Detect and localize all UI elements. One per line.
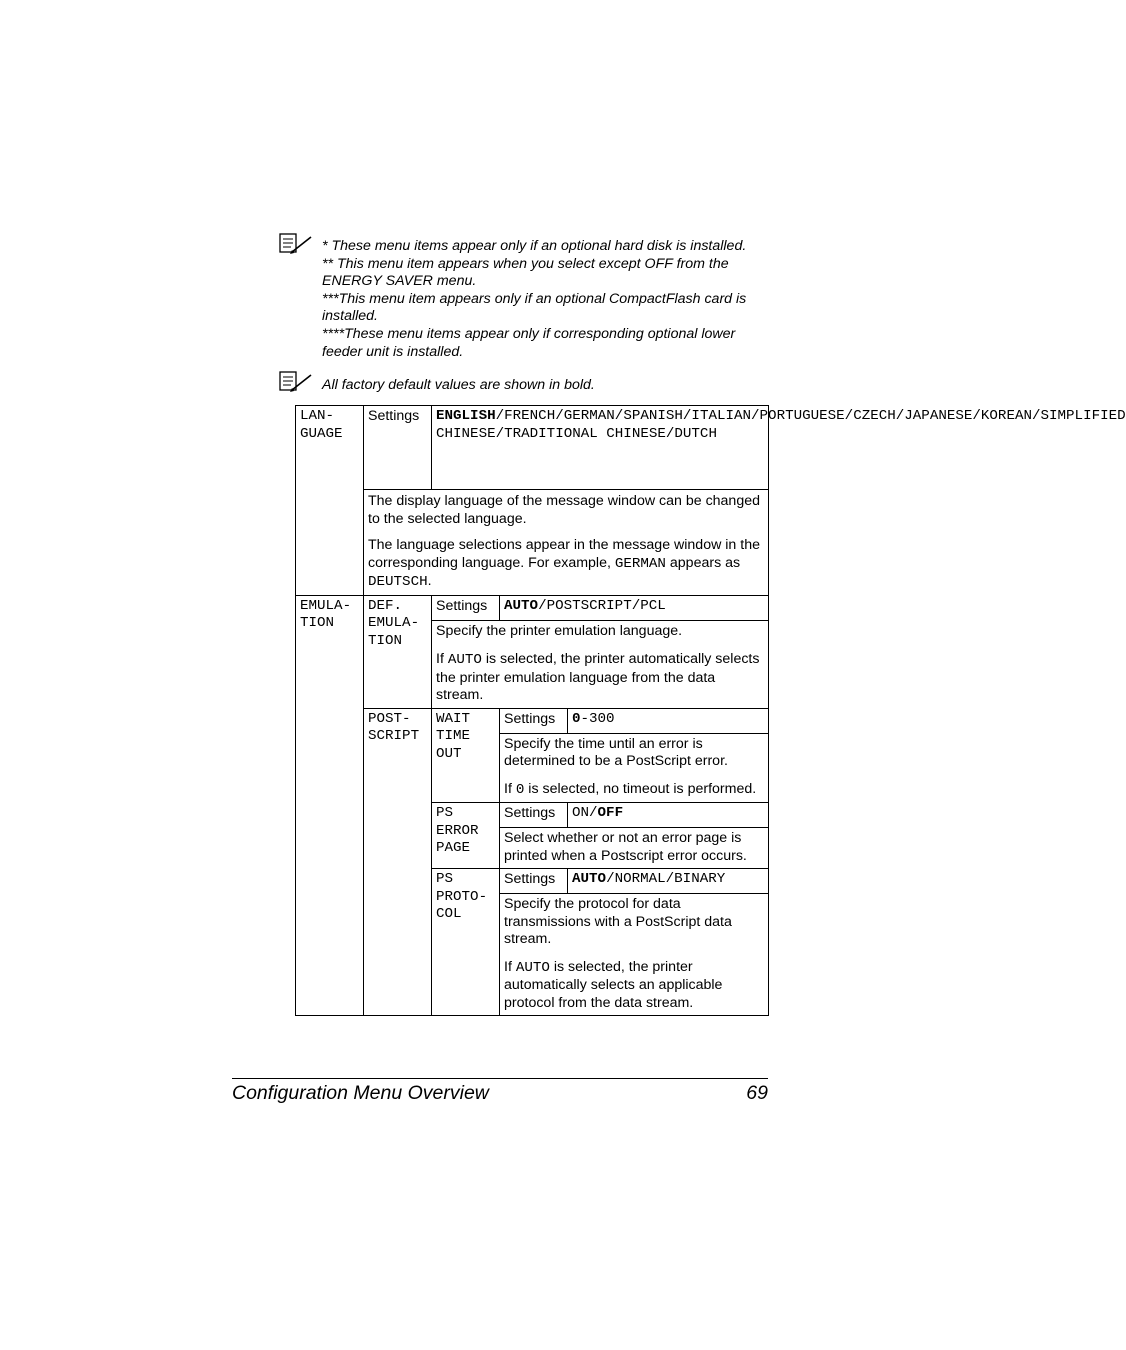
option-values: ON/	[572, 805, 598, 821]
wait-timeout-description	[500, 733, 769, 803]
default-value: OFF	[597, 805, 624, 821]
footer-title: Configuration Menu Overview	[232, 1082, 489, 1104]
menu-item-emulation: EMULA-TION	[296, 595, 364, 1016]
description-text: Specify the time until an error is determined to be a PostScript error.	[504, 735, 728, 769]
description-text	[504, 959, 764, 1013]
menu-item-postscript: POST-SCRIPT	[364, 708, 432, 1016]
menu-item-ps-protocol: PS PROTO-COL	[432, 869, 500, 1016]
code-text: AUTO	[515, 959, 550, 976]
description-text: Specify the protocol for data transmissions with a PostScript data stream.	[504, 896, 732, 947]
menu-item-ps-error-page: PS ERROR PAGE	[432, 803, 500, 869]
option-values: /POSTSCRIPT/PCL	[538, 597, 666, 614]
default-value: ENGLISH	[436, 408, 496, 424]
table-row	[296, 406, 769, 490]
option-values: -300	[580, 710, 615, 727]
text-fragment: .	[427, 573, 432, 589]
description-text: Select whether or not an error page is printed when a Postscript error occurs.	[504, 830, 747, 864]
ps-error-page-description	[500, 828, 769, 869]
text-fragment: The language selections appear in the message window in the corresponding language. For example,	[368, 537, 760, 571]
text-fragment: is selected, the printer automatically selects an applicable protocol from the data stream.	[504, 958, 723, 1011]
code-text: 0	[515, 781, 525, 798]
menu-item-language: LAN-GUAGE	[296, 406, 364, 596]
description-text	[368, 537, 764, 592]
text-fragment: is selected, the printer automatically selects the printer emulation language from the data stream.	[436, 651, 760, 703]
description-text	[504, 781, 764, 800]
footer-rule	[232, 1078, 768, 1079]
code-text: DEUTSCH	[368, 574, 428, 590]
note-line: * These menu items appear only if an optional hard disk is installed.	[322, 238, 747, 254]
settings-label: Settings	[500, 803, 568, 828]
code-text: AUTO	[447, 652, 482, 668]
note-pen-icon	[278, 370, 314, 394]
page-number: 69	[746, 1082, 768, 1104]
settings-label: Settings	[432, 595, 500, 620]
description-text	[436, 651, 764, 705]
ps-protocol-settings-values	[568, 869, 769, 894]
default-value: 0	[572, 710, 581, 727]
note-line: ****These menu items appear only if corresponding optional lower feeder unit is installed.	[322, 325, 736, 360]
description-text: Specify the printer emulation language.	[436, 622, 683, 639]
option-values: /NORMAL/BINARY	[606, 871, 726, 887]
note-block-1	[278, 232, 758, 367]
language-settings-values	[432, 406, 1126, 490]
wait-timeout-settings-values	[568, 708, 769, 733]
table-row	[296, 708, 769, 733]
code-text: GERMAN	[614, 555, 666, 572]
menu-table	[295, 405, 1126, 1016]
menu-item-wait-timeout: WAIT TIME OUT	[432, 708, 500, 803]
settings-label: Settings	[500, 869, 568, 894]
text-fragment: If	[504, 958, 516, 975]
def-emulation-description	[432, 620, 769, 708]
default-value: AUTO	[504, 597, 539, 614]
note-line: All factory default values are shown in bold.	[322, 377, 595, 393]
text-fragment: If	[504, 780, 516, 797]
text-fragment: If	[436, 651, 448, 667]
ps-error-page-settings-values	[568, 803, 769, 828]
note-line: ** This menu item appears when you select except OFF from the ENERGY SAVER menu.	[322, 255, 729, 290]
ps-protocol-description	[500, 894, 769, 1016]
note-text	[322, 238, 762, 361]
description-text: The display language of the message window can be changed to the selected language.	[368, 493, 760, 527]
note-block-2	[278, 370, 758, 396]
def-emulation-settings-values	[500, 595, 769, 620]
note-line: ***This menu item appears only if an optional CompactFlash card is installed.	[322, 290, 747, 325]
text-fragment: is selected, no timeout is performed.	[524, 780, 757, 797]
language-description	[364, 490, 769, 596]
settings-label: Settings	[364, 406, 432, 490]
settings-label: Settings	[500, 708, 568, 733]
default-value: AUTO	[572, 871, 607, 887]
note-text	[322, 377, 762, 395]
text-fragment: appears as	[665, 554, 741, 571]
note-pen-icon	[278, 232, 314, 256]
table-row	[296, 595, 769, 620]
menu-item-def-emulation: DEF. EMULA-TION	[364, 595, 432, 708]
option-values: /FRENCH/GERMAN/SPANISH/ITALIAN/PORTUGUESE/CZECH/JAPANESE/KOREAN/SIMPLIFIED CHINESE/TRADITIONAL CHINESE/DUTCH	[436, 408, 1126, 442]
table-row	[296, 490, 769, 596]
